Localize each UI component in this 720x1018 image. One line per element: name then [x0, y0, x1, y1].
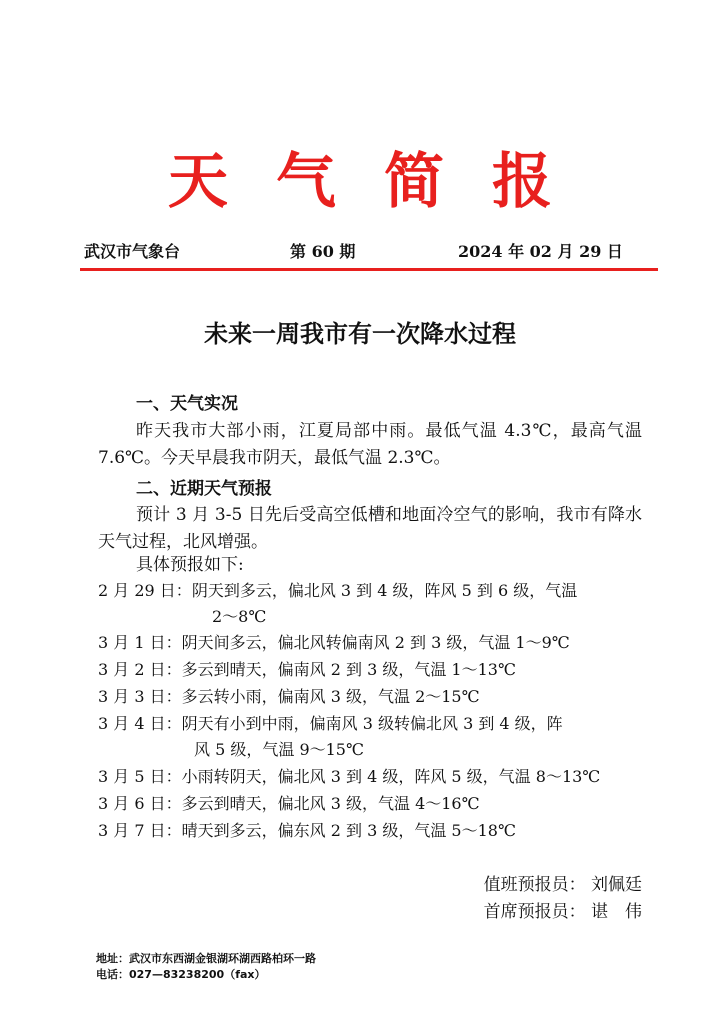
forecast-row [98, 711, 642, 763]
observation-paragraph: 昨天我市大部小雨，江夏局部中雨。最低气温 4.3℃，最高气温 7.6℃。今天早晨我市阴天，最低气温 2.3℃。 [98, 421, 642, 468]
masthead-title: 天气简报 [168, 147, 600, 217]
forecast-text: 多云到晴天，偏北风 3 级，气温 4～16℃ [181, 794, 480, 813]
forecast-date: 3 月 5 日： [98, 767, 182, 786]
forecast-row [98, 764, 642, 790]
chief-forecaster: 首席预报员： 谌 伟 [483, 902, 642, 922]
section-heading-observation: 一、天气实况 [136, 394, 238, 414]
footer-phone: 电话：027—83238200（fax） [96, 968, 266, 981]
forecast-date: 2 月 29 日： [98, 581, 192, 600]
forecast-row [98, 818, 642, 844]
forecast-text: 阴天间多云，偏北风转偏南风 2 到 3 级，气温 1～9℃ [181, 633, 570, 652]
forecast-date: 3 月 2 日： [98, 660, 182, 679]
forecast-continuation: 风 5 级，气温 9～15℃ [194, 740, 364, 759]
forecast-continuation: 2～8℃ [212, 607, 267, 626]
forecast-date: 3 月 3 日： [98, 687, 182, 706]
forecast-date: 3 月 7 日： [98, 821, 182, 840]
forecast-text: 多云到晴天，偏南风 2 到 3 级，气温 1～13℃ [181, 660, 516, 679]
forecast-paragraph: 预计 3 月 3-5 日先后受高空低槽和地面冷空气的影响，我市有降水天气过程，北风增强。 [98, 505, 642, 552]
issuing-organization: 武汉市气象台 [84, 242, 181, 261]
issue-number: 第 60 期 [290, 242, 356, 261]
forecast-text: 多云转小雨，偏南风 3 级，气温 2～15℃ [181, 687, 480, 706]
footer-address: 地址：武汉市东西湖金银湖环湖西路柏环一路 [96, 952, 316, 965]
forecast-row [98, 684, 642, 710]
forecast-text: 晴天到多云，偏东风 2 到 3 级，气温 5～18℃ [181, 821, 516, 840]
forecast-text: 阴天到多云，偏北风 3 到 4 级，阵风 5 到 6 级，气温 [191, 581, 578, 600]
red-divider [80, 268, 658, 271]
forecast-date: 3 月 4 日： [98, 714, 182, 733]
report-headline: 未来一周我市有一次降水过程 [204, 319, 516, 348]
duty-forecaster: 值班预报员： 刘佩廷 [483, 875, 642, 895]
issue-date: 2024 年 02 月 29 日 [458, 242, 623, 261]
issue-info-row [84, 240, 644, 264]
section-heading-forecast: 二、近期天气预报 [136, 479, 272, 499]
forecast-row [98, 791, 642, 817]
forecast-text: 阴天有小到中雨，偏南风 3 级转偏北风 3 到 4 级，阵 [181, 714, 563, 733]
forecast-row [98, 657, 642, 683]
forecast-date: 3 月 1 日： [98, 633, 182, 652]
forecast-intro: 具体预报如下: [136, 555, 244, 575]
forecast-date: 3 月 6 日： [98, 794, 182, 813]
forecast-text: 小雨转阴天，偏北风 3 到 4 级，阵风 5 级，气温 8～13℃ [181, 767, 601, 786]
forecast-row [98, 630, 642, 656]
forecast-row [98, 578, 642, 630]
